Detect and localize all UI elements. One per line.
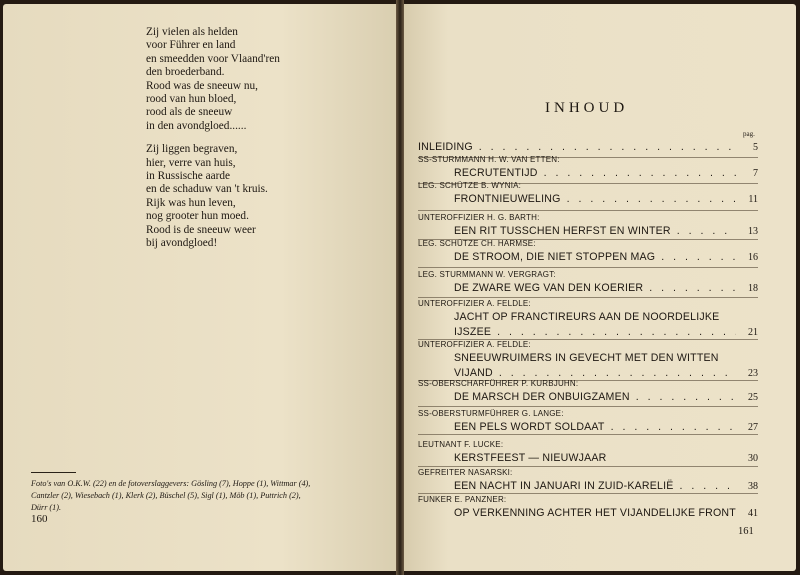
poem-line: Rood is de sneeuw weer bbox=[146, 223, 256, 236]
toc-row bbox=[418, 282, 758, 295]
credits-divider bbox=[31, 472, 76, 473]
poem-line: Rood was de sneeuw nu, bbox=[146, 79, 259, 92]
toc-entry-title: FRONTNIEUWELING bbox=[454, 193, 561, 205]
toc-divider bbox=[418, 406, 758, 407]
toc-row bbox=[418, 251, 758, 264]
toc-entry bbox=[418, 379, 758, 404]
poem-line: Zij vielen als helden bbox=[146, 26, 238, 38]
photo-credits bbox=[31, 478, 366, 514]
leader-dots bbox=[674, 480, 737, 493]
toc-entry-title: OP VERKENNING ACHTER HET VIJANDELIJKE FRONT bbox=[454, 507, 736, 519]
poem-line: hier, verre van huis, bbox=[146, 156, 236, 169]
toc-row bbox=[418, 167, 758, 180]
toc-entry-page: 41 bbox=[748, 508, 758, 519]
toc-entry bbox=[418, 239, 758, 264]
toc-divider bbox=[418, 267, 758, 268]
toc-entry-title: DE STROOM, DIE NIET STOPPEN MAG bbox=[454, 251, 656, 263]
poem-stanza-2 bbox=[146, 143, 346, 250]
toc-row bbox=[418, 326, 758, 339]
toc-row bbox=[418, 507, 758, 520]
toc-entry-title: INLEIDING bbox=[418, 141, 473, 153]
toc-entry-title: DE MARSCH DER ONBUIGZAMEN bbox=[454, 391, 630, 403]
toc-entry-page: 7 bbox=[753, 168, 758, 179]
toc-entry-page: 25 bbox=[748, 392, 758, 403]
poem-line: den broederband. bbox=[146, 66, 225, 79]
toc-row bbox=[418, 141, 758, 154]
toc-row bbox=[418, 421, 758, 434]
leader-dots bbox=[561, 193, 736, 206]
toc-entry-title: JACHT OP FRANCTIREURS AAN DE NOORDELIJKE bbox=[454, 311, 720, 323]
poem-line: en de schaduw van 't kruis. bbox=[146, 183, 268, 196]
toc-entry bbox=[418, 440, 758, 465]
toc-entry bbox=[418, 468, 758, 493]
toc-row bbox=[418, 225, 758, 238]
toc-entry-page: 5 bbox=[753, 142, 758, 153]
leader-dots bbox=[491, 326, 736, 339]
toc-entry-author: GEFREITER NASARSKI: bbox=[418, 468, 513, 477]
toc-divider bbox=[418, 493, 758, 494]
toc-entry-page: 13 bbox=[748, 226, 758, 237]
toc-entry bbox=[418, 155, 758, 180]
toc-entry-author: UNTEROFFIZIER A. FELDLE: bbox=[418, 340, 531, 349]
left-page-number: 160 bbox=[31, 513, 48, 525]
toc-entry-author: SS-OBERSCHARFÜHRER P. KURBJUHN: bbox=[418, 379, 579, 388]
toc-entry bbox=[418, 409, 758, 434]
leader-dots bbox=[473, 141, 736, 154]
right-page-number: 161 bbox=[738, 526, 754, 537]
toc-entry-page: 18 bbox=[748, 283, 758, 294]
toc-entry-title-cont: VIJAND bbox=[454, 367, 493, 379]
poem-line: voor Führer en land bbox=[146, 39, 236, 52]
poem-line: in Russische aarde bbox=[146, 170, 231, 183]
toc-entry-title: KERSTFEEST — NIEUWJAAR bbox=[454, 452, 607, 464]
toc-entry-page: 38 bbox=[748, 481, 758, 492]
poem-line: rood van hun bloed, bbox=[146, 93, 237, 106]
page-column-label: pag. bbox=[743, 130, 755, 138]
toc-row bbox=[418, 452, 758, 465]
toc-entry-author: UNTEROFFIZIER A. FELDLE: bbox=[418, 299, 531, 308]
toc-entry-title: RECRUTENTIJD bbox=[454, 167, 538, 179]
toc-entry-author: LEG. SCHÜTZE CH. HARMSE: bbox=[418, 239, 536, 248]
toc-divider bbox=[418, 466, 758, 467]
toc-row bbox=[418, 391, 758, 404]
toc-title: INHOUD bbox=[545, 100, 629, 116]
credits-line: Foto's van O.K.W. (22) en de fotoverslaggevers: Gösling (7), Hoppe (1), Wittmar (4), bbox=[31, 479, 311, 488]
toc-divider bbox=[418, 297, 758, 298]
toc-entry-title: EEN PELS WORDT SOLDAAT bbox=[454, 421, 605, 433]
toc-entry-title: DE ZWARE WEG VAN DEN KOERIER bbox=[454, 282, 644, 294]
toc-entry bbox=[418, 299, 758, 339]
poem-line: en smeedden voor Vlaand'ren bbox=[146, 52, 280, 65]
toc-entry-author: SS-OBERSTURMFÜHRER G. LANGE: bbox=[418, 409, 564, 418]
poem-line: Zij liggen begraven, bbox=[146, 143, 238, 156]
toc-entry bbox=[418, 181, 758, 206]
toc-entry-page: 23 bbox=[748, 368, 758, 379]
toc-divider bbox=[418, 434, 758, 435]
toc-entry-page: 11 bbox=[748, 194, 758, 205]
toc-entry-author: SS-STURMMANN H. W. VAN ETTEN: bbox=[418, 155, 560, 164]
leader-dots bbox=[605, 421, 736, 434]
toc-row bbox=[418, 193, 758, 206]
poem-stanza-1 bbox=[146, 26, 346, 133]
poem-line: rood als de sneeuw bbox=[146, 106, 233, 119]
toc-entry-page: 27 bbox=[748, 422, 758, 433]
credits-line: Dürr (1). bbox=[31, 503, 62, 512]
toc-entry-page: 21 bbox=[748, 327, 758, 338]
toc-entry-title-cont: IJSZEE bbox=[454, 326, 492, 338]
poem-line: Rijk was hun leven, bbox=[146, 196, 236, 209]
toc-entry bbox=[418, 340, 758, 380]
book-gutter bbox=[396, 0, 404, 575]
poem-line: nog grooter hun moed. bbox=[146, 210, 249, 223]
poem bbox=[146, 26, 346, 261]
toc-entry-author: FUNKER E. PANZNER: bbox=[418, 495, 507, 504]
toc-entry bbox=[418, 213, 758, 238]
toc-entry-author: LEG. SCHÜTZE B. WYNIA: bbox=[418, 181, 522, 190]
leader-dots bbox=[538, 167, 736, 180]
toc-entry bbox=[418, 495, 758, 520]
toc-entry-author: LEG. STURMMANN W. VERGRAGT: bbox=[418, 270, 556, 279]
leader-dots bbox=[630, 391, 736, 404]
credits-line: Cantzler (2), Wiesebach (1), Klerk (2), Büschel (5), Sigl (1), Möb (1), Puttrich (2), bbox=[31, 491, 301, 500]
toc-entry-title: SNEEUWRUIMERS IN GEVECHT MET DEN WITTEN bbox=[454, 352, 719, 364]
toc-divider bbox=[418, 210, 758, 211]
toc-entry-author: UNTEROFFIZIER H. G. BARTH: bbox=[418, 213, 540, 222]
toc-entry bbox=[418, 270, 758, 295]
leader-dots bbox=[643, 282, 736, 295]
toc-entry-page: 16 bbox=[748, 252, 758, 263]
leader-dots bbox=[671, 225, 736, 238]
toc-entry-author: LEUTNANT F. LUCKE: bbox=[418, 440, 504, 449]
toc-entry-page: 30 bbox=[748, 453, 758, 464]
toc-row bbox=[418, 480, 758, 493]
leader-dots bbox=[655, 251, 736, 264]
toc-entry-title: EEN NACHT IN JANUARI IN ZUID-KARELIË bbox=[454, 480, 674, 492]
poem-line: in den avondgloed...... bbox=[146, 119, 247, 132]
toc-entry-title: EEN RIT TUSSCHEN HERFST EN WINTER bbox=[454, 225, 671, 237]
toc-entry bbox=[418, 139, 758, 154]
poem-line: bij avondgloed! bbox=[146, 237, 218, 250]
